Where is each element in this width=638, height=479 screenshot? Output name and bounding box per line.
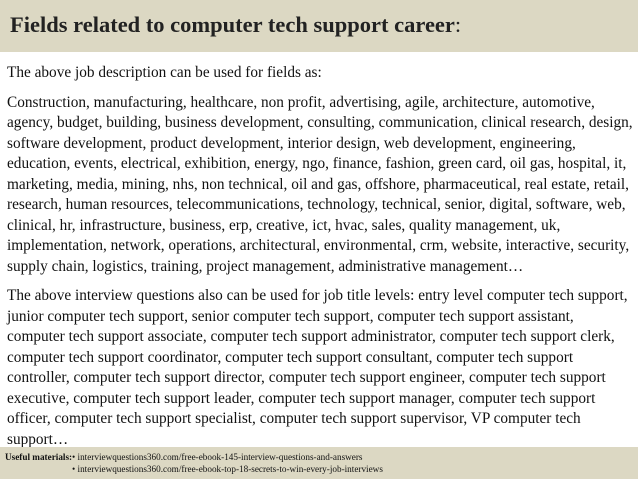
intro-text: The above job description can be used for fields as: — [7, 64, 322, 81]
footer-link-ebook-top-18[interactable]: • interviewquestions360.com/free-ebook-top-18-secrets-to-win-every-job-interviews — [72, 464, 383, 474]
slide-content — [7, 63, 633, 450]
footer-link-ebook-145[interactable]: • interviewquestions360.com/free-ebook-145-interview-questions-and-answers — [72, 452, 363, 462]
footer-bar — [0, 447, 638, 479]
slide-title-text: Fields related to computer tech support career — [10, 12, 455, 37]
job-levels-text: The above interview questions also can be used for job title levels: entry level computer tech support, junior computer tech support, senior computer tech support, computer tech support assistant, computer tech support associate, computer tech support administrator, computer tech support clerk, computer tech support coordinator, computer tech support consultant, computer tech support controller, computer tech support director, computer tech support engineer, computer tech support executive, computer tech support leader, computer tech support manager, computer tech support officer, computer tech support specialist, computer tech support supervisor, VP computer tech support… — [7, 287, 628, 448]
fields-list-text: Construction, manufacturing, healthcare, non profit, advertising, agile, architecture, automotive, agency, budget, building, business development, consulting, communication, clinical research, design, software development, product development, interior design, web development, engineering, education, events, electrical, exhibition, energy, ngo, finance, fashion, green card, oil gas, hospital, it, marketing, media, mining, nhs, non technical, oil and gas, offshore, pharmaceutical, real estate, retail, research, human resources, telecommunications, technology, technical, senior, digital, software, web, clinical, hr, infrastructure, business, erp, creative, ict, hvac, sales, quality management, uk, implementation, network, operations, architectural, environmental, crm, website, interactive, security, supply chain, logistics, training, project management, administrative management… — [7, 93, 633, 275]
slide-title — [10, 9, 638, 41]
slide-title-colon: : — [454, 12, 462, 37]
title-bar — [0, 0, 638, 52]
footer-label: Useful materials: — [5, 452, 73, 462]
footer-row-2 — [5, 463, 638, 475]
footer-row-1 — [5, 451, 638, 463]
